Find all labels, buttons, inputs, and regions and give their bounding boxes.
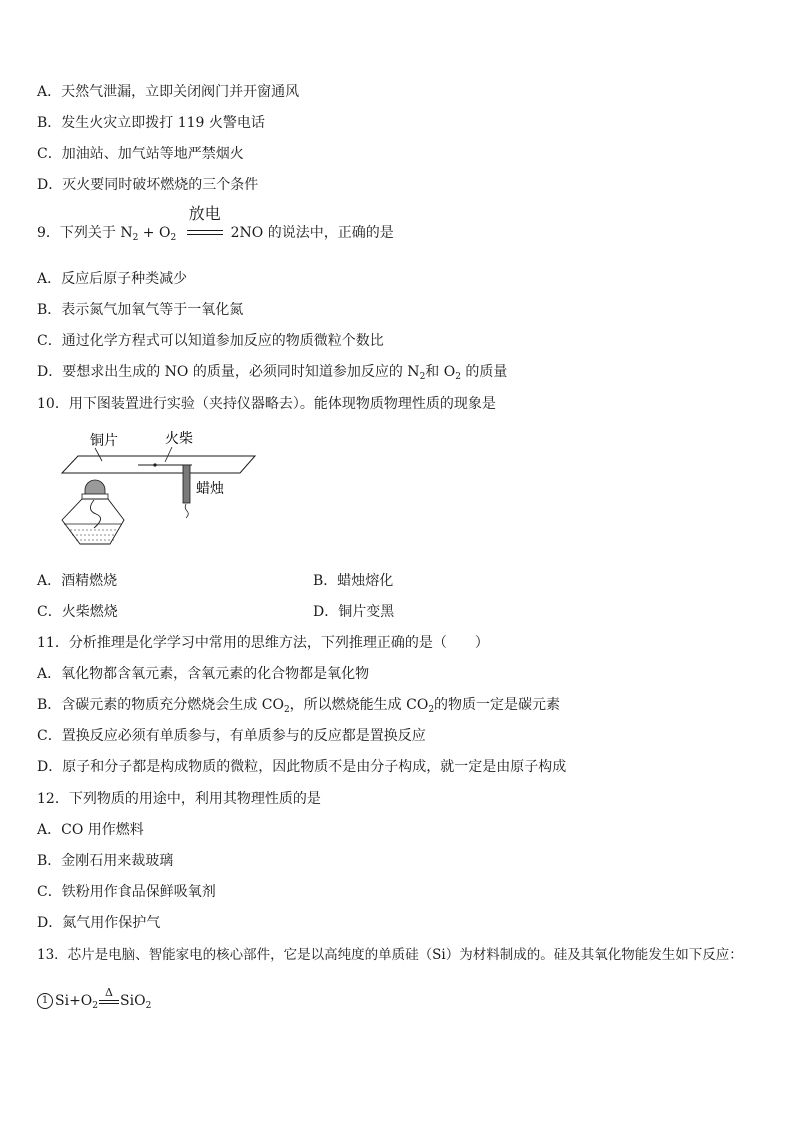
q10-option-c: C．火柴燃烧 — [37, 604, 118, 620]
q9-option-b: B．表示氮气加氧气等于一氧化氮 — [37, 302, 244, 318]
q9-option-d: D．要想求出生成的 NO 的质量，必须同时知道参加反应的 $N_2$和 $O_2$ 的质量 — [37, 364, 508, 382]
q10-stem: 10．用下图装置进行实验（夹持仪器略去）。能体现物质物理性质的现象是 — [37, 396, 496, 412]
q8-option-a: A．天然气泄漏，立即关闭阀门并开窗通风 — [37, 84, 300, 100]
label-match: 火柴 — [165, 431, 193, 447]
alcohol-lamp-body — [62, 499, 124, 544]
q9-option-c: C．通过化学方程式可以知道参加反应的物质微粒个数比 — [37, 333, 384, 349]
q10-option-a: A．酒精燃烧 — [37, 573, 118, 589]
q10-option-b: B．蜡烛熔化 — [313, 573, 394, 589]
q12-option-a: A．CO 用作燃料 — [37, 822, 144, 838]
q12-option-c: C．铁粉用作食品保鲜吸氧剂 — [37, 884, 216, 900]
reaction-condition-arrow — [185, 204, 225, 242]
experiment-diagram — [50, 428, 270, 553]
label-copper: 铜片 — [90, 433, 118, 449]
q12-option-b: B．金刚石用来裁玻璃 — [37, 853, 174, 869]
heating-condition-arrow: Δ — [98, 992, 120, 1010]
q11-option-a: A．氧化物都含氧元素，含氧元素的化合物都是氧化物 — [37, 666, 370, 682]
q11-option-c: C．置换反应必须有单质参与，有单质参与的反应都是置换反应 — [37, 728, 426, 744]
q8-option-d: D．灭火要同时破坏燃烧的三个条件 — [37, 177, 259, 193]
q11-option-d: D．原子和分子都是构成物质的微粒，因此物质不是由分子构成，就一定是由原子构成 — [37, 759, 567, 775]
q8-option-c: C．加油站、加气站等地严禁烟火 — [37, 146, 244, 162]
equation-number: 1 — [37, 993, 53, 1009]
q13-equation-1: 1 $Si+O_2$ Δ SiO$_2$ — [37, 992, 151, 1010]
q12-stem: 12．下列物质的用途中，利用其物理性质的是 — [37, 791, 321, 807]
q11-option-b: B．含碳元素的物质充分燃烧会生成 $CO_2$，所以燃烧能生成 $CO_2$的物质一定是碳元素 — [37, 697, 561, 715]
candle-shape — [183, 465, 190, 503]
q13-stem: 13．芯片是电脑、智能家电的核心部件，它是以高纯度的单质硅（Si）为材料制成的。硅及其氧化物能发生如下反应： — [37, 947, 743, 963]
q11-stem: 11．分析推理是化学学习中常用的思维方法，下列推理正确的是（ ） — [37, 635, 489, 651]
q9-option-a: A．反应后原子种类减少 — [37, 271, 188, 287]
q9-stem: 9．下列关于 $N_2 + O_2$ 放电 2NO 的说法中，正确的是 — [37, 204, 394, 243]
q12-option-d: D．氮气用作保护气 — [37, 915, 161, 931]
reaction-condition-label: 放电 — [188, 204, 221, 223]
label-candle: 蜡烛 — [196, 481, 224, 497]
q8-option-b: B．发生火灾立即拨打 119 火警电话 — [37, 115, 265, 131]
q10-option-d: D．铜片变黑 — [313, 604, 395, 620]
